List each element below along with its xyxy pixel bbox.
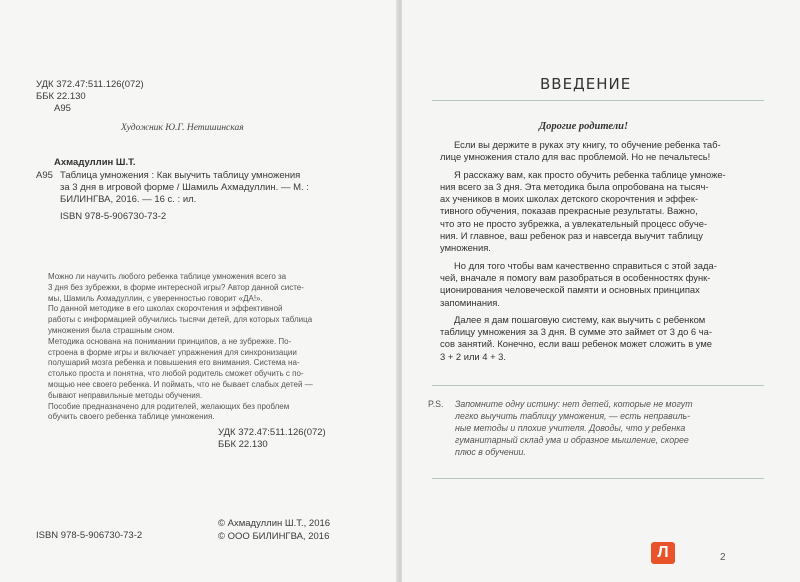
text-line: 3 + 2 или 4 + 3.	[440, 350, 506, 362]
text-line: таблицу умножения за 3 дня. В сумме это займет от 3 до 6 ча-	[440, 326, 712, 338]
ps-bottom-rule	[432, 478, 764, 479]
bbk-code-bottom: ББК 22.130	[218, 439, 268, 450]
ps-rule	[432, 385, 764, 386]
text-line: Если вы держите в руках эту книгу, то обучение ребенка таб-	[454, 139, 721, 150]
text-line: Но для того чтобы вам качественно справиться с этой зада-	[454, 259, 717, 271]
heading-rule	[432, 100, 764, 101]
annotation-line: строена в форме игры и включает упражнения для синхронизации	[48, 347, 297, 357]
biblio-line-2: за 3 дня в игровой форме / Шамиль Ахмадуллин. — М. :	[60, 182, 309, 193]
ps-label: P.S.	[428, 399, 444, 409]
annotation-line: Пособие предназначено для родителей, желающих без проблем	[48, 401, 290, 411]
text-line: умножения.	[440, 242, 491, 254]
intro-body	[440, 139, 726, 368]
text-line: лице умножения стало для вас проблемой. Но не печальтесь!	[440, 151, 711, 163]
text-line: чей, вначале я помогу вам разобраться в особенностях функ-	[440, 271, 711, 283]
text-line: запоминания.	[440, 296, 500, 308]
ps-line: гуманитарный склад ума и образное мышление, скорее	[455, 435, 689, 446]
udk-code-bottom: УДК 372.47:511.126(072)	[218, 427, 326, 438]
author-code-inline: А95	[36, 170, 53, 181]
chapter-heading: ВВЕДЕНИЕ	[540, 75, 632, 93]
biblio-line-3: БИЛИНГВА, 2016. — 16 с. : ил.	[60, 194, 197, 205]
isbn: ISBN 978-5-906730-73-2	[60, 211, 167, 222]
biblio-line-1: Таблица умножения : Как выучить таблицу умножения	[60, 170, 301, 181]
text-line: Я расскажу вам, как просто обучить ребенка таблице умноже-	[454, 168, 726, 180]
udk-code: УДК 372.47:511.126(072)	[36, 79, 144, 90]
text-line: ах учеников в моих школах детского скорочтения и эффек-	[440, 193, 699, 205]
annotation	[48, 272, 313, 423]
annotation-line: Можно ли научить любого ребенка таблице умножения всего за	[48, 272, 287, 281]
author-code: А95	[54, 103, 71, 114]
paragraph	[440, 139, 726, 164]
salutation: Дорогие родители!	[539, 121, 629, 132]
ps-line: Запомните одну истину: нет детей, которые не могут	[455, 399, 693, 409]
ps-line: ные методы и плохие учителя. Доводы, что у ребенка	[455, 423, 686, 434]
labirint-logo-icon: Л	[651, 542, 675, 564]
author-name: Ахмадуллин Ш.Т.	[54, 157, 136, 168]
annotation-line: 3 дня без зубрежки, в форме интересной игры? Автор данной систе-	[48, 282, 304, 292]
annotation-line: мы, Шамиль Ахмадуллин, с уверенностью говорит «ДА!».	[48, 293, 263, 303]
postscript	[455, 398, 693, 458]
annotation-line: По данной методике в его школах скорочтения и эффективной	[48, 304, 283, 314]
imprint-page	[0, 0, 398, 582]
annotation-line: полушарий мозга ребенка и повышения его внимания. Система на-	[48, 358, 300, 368]
isbn-bottom: ISBN 978-5-906730-73-2	[36, 530, 143, 541]
artist-credit: Художник Ю.Г. Нетишинская	[121, 123, 244, 133]
text-line: Далее я дам пошаговую систему, как выучить с ребенком	[454, 313, 706, 325]
annotation-line: работы с информацией обучились тысячи детей, для которых таблица	[48, 315, 313, 325]
page-number: 2	[720, 552, 726, 563]
annotation-line: бывают неправильные методы обучения.	[48, 390, 203, 400]
annotation-line: мощью нее своего ребенка. И поймать, что не бывает слабых детей —	[48, 379, 313, 389]
paragraph	[440, 260, 726, 309]
text-line: тивного обучения, показав прекрасные результаты. Важно,	[440, 205, 698, 217]
ps-line: плюс в обучении.	[455, 447, 526, 458]
copyright-author: © Ахмадуллин Ш.Т., 2016	[218, 518, 331, 529]
paragraph	[440, 169, 726, 255]
annotation-line: обучить своего ребенка таблице умножения.	[48, 412, 215, 422]
text-line: ционирования человеческой памяти и основных принципах	[440, 284, 700, 296]
ps-line: легко выучить таблицу умножения, — есть неправиль-	[455, 411, 691, 422]
paragraph	[440, 314, 726, 363]
copyright-publisher: © ООО БИЛИНГВА, 2016	[218, 531, 330, 542]
annotation-line: столько проста и понятна, что любой родитель сможет обучить с по-	[48, 369, 304, 379]
text-line: сов занятий. Конечно, если ваш ребенок может сложить в уме	[440, 338, 713, 350]
annotation-line: умножения была страшным сном.	[48, 325, 175, 335]
bbk-code: ББК 22.130	[36, 91, 86, 102]
text-line: ния всего за 3 дня. Эта методика была опробована на тысяч-	[440, 180, 709, 192]
text-line: ния. И главное, ваш ребенок раз и навсегда выучит таблицу	[440, 230, 703, 242]
annotation-line: Методика основана на понимании принципов, а не зубрежке. По-	[48, 336, 292, 346]
text-line: что это не просто зубрежка, а увлекательный процесс обуче-	[440, 217, 708, 229]
